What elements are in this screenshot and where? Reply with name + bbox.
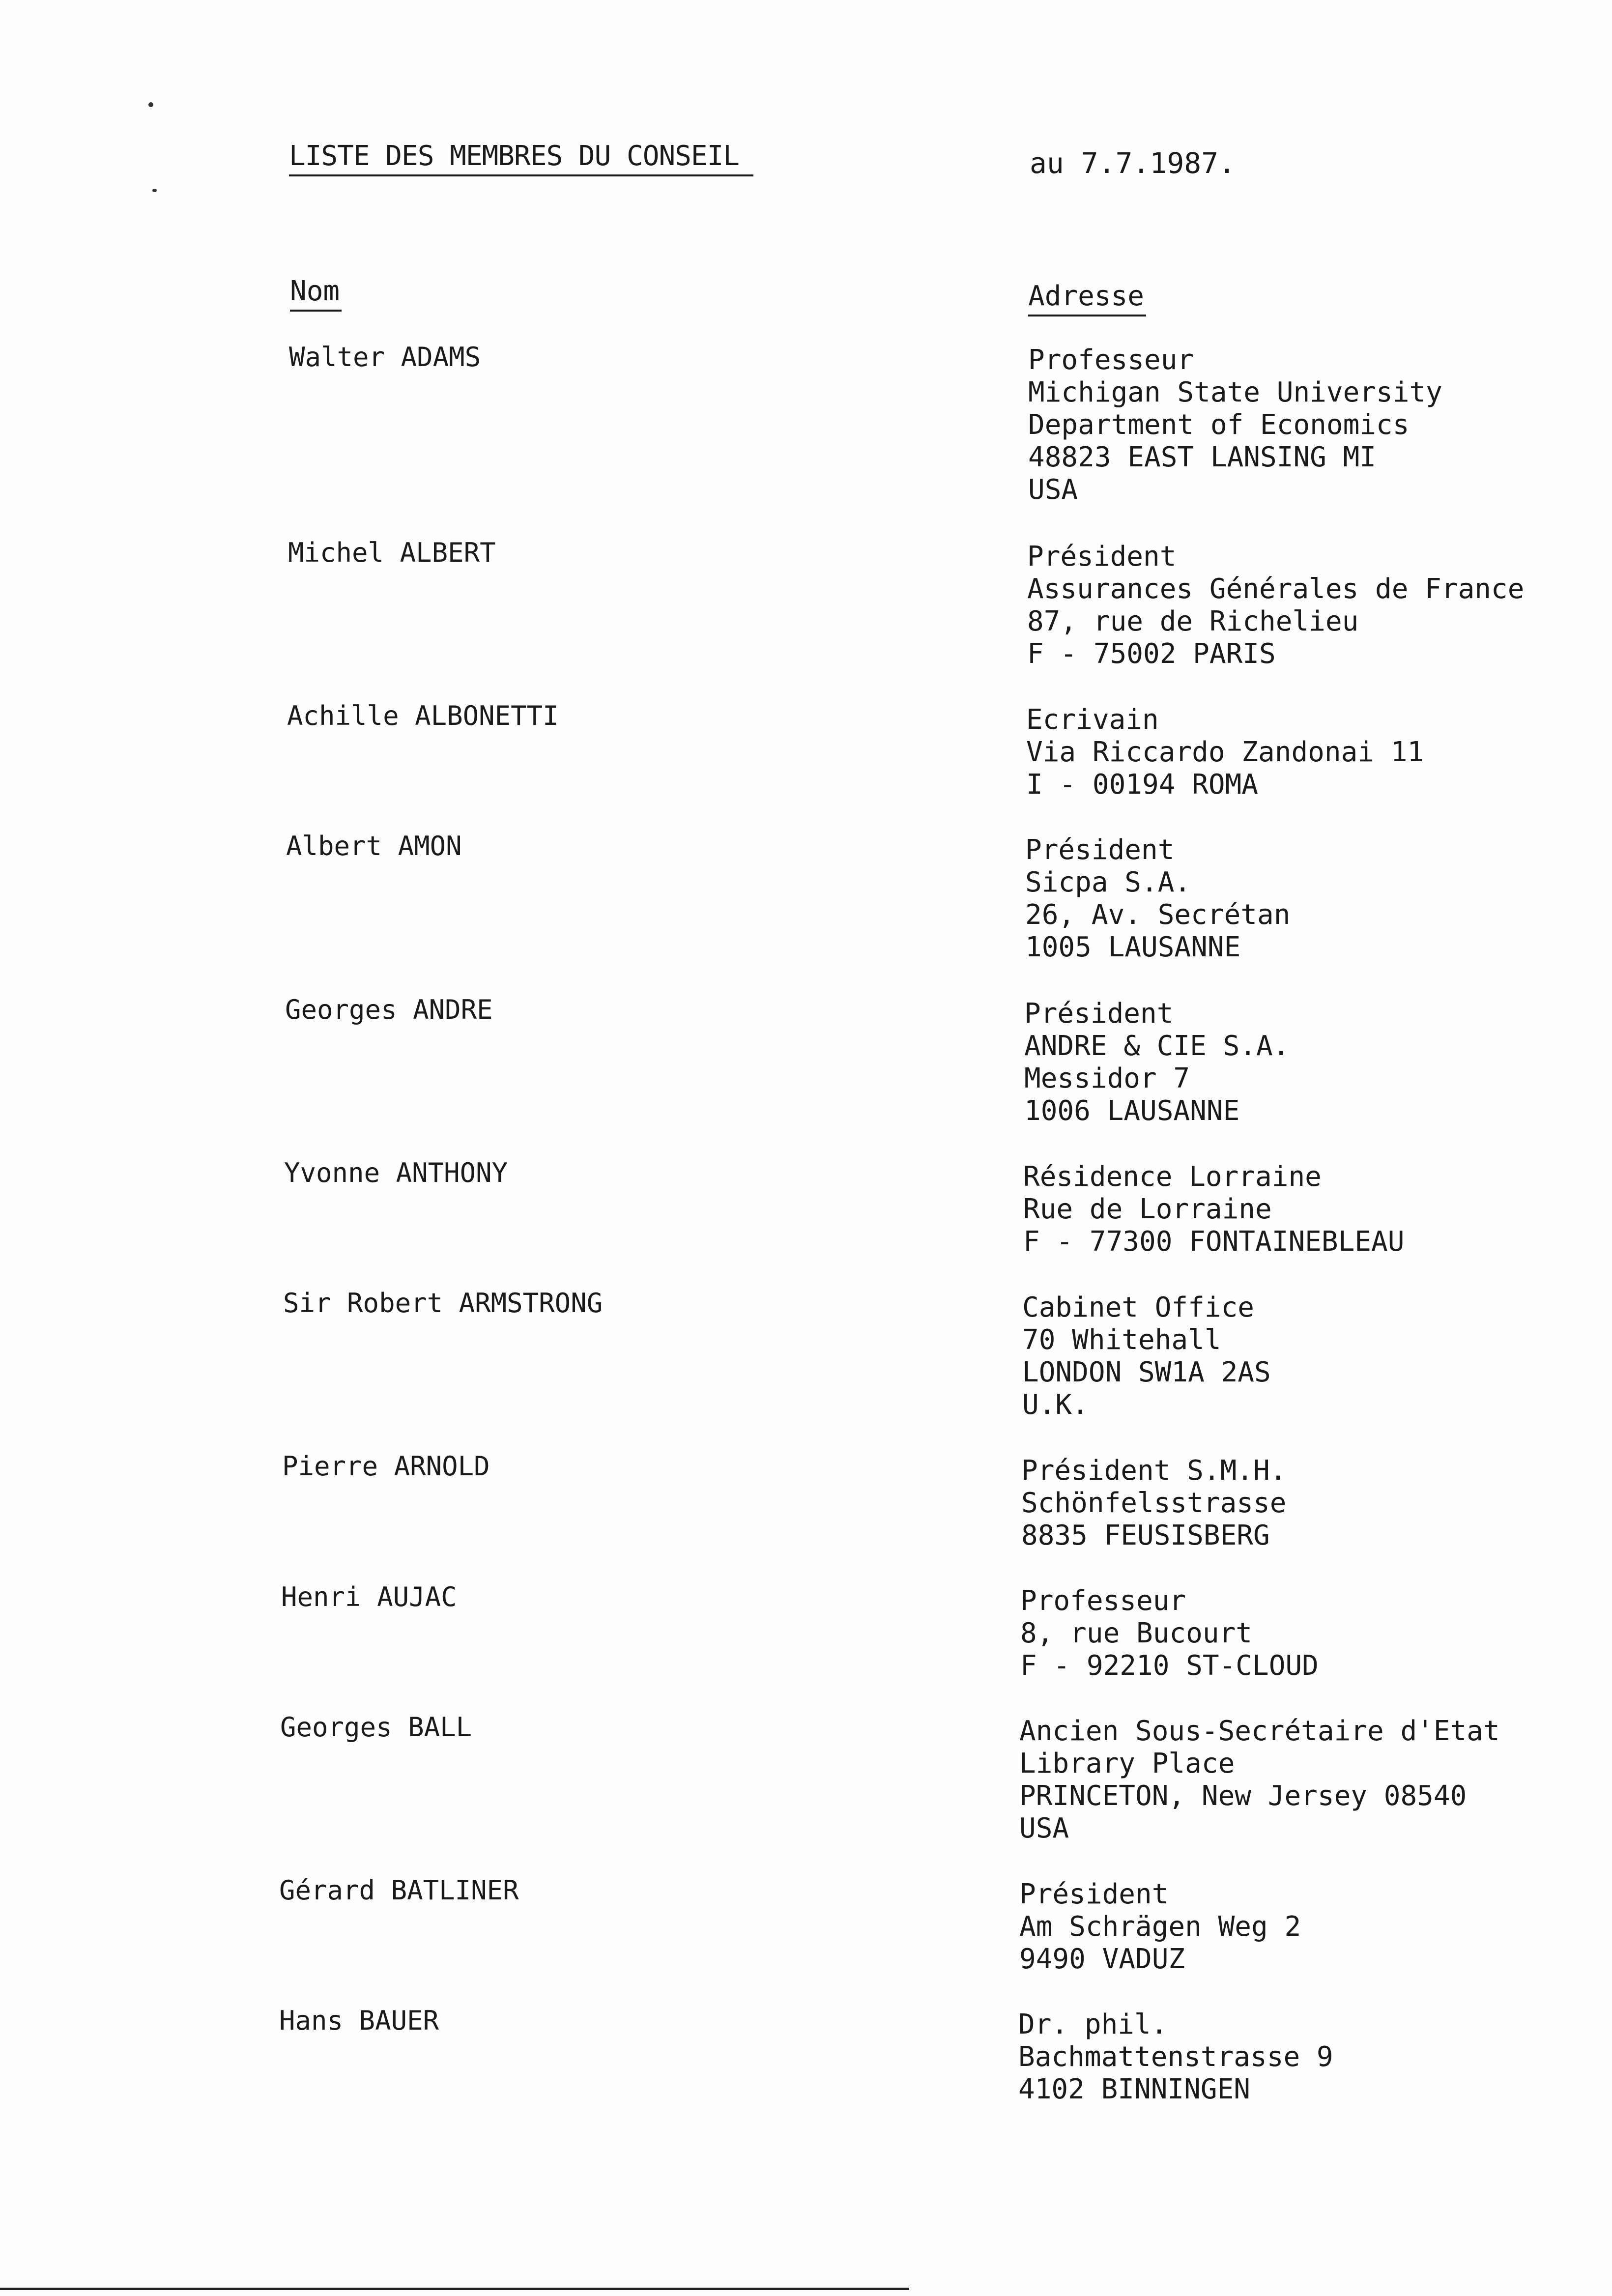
address-line: ANDRE & CIE S.A. [1024, 1030, 1290, 1062]
address-line: U.K. [1022, 1389, 1089, 1421]
member-name: Georges BALL [280, 1712, 472, 1743]
member-name: Hans BAUER [279, 2005, 439, 2036]
member-address [1023, 1161, 1404, 1258]
address-line: 1006 LAUSANNE [1024, 1095, 1240, 1127]
address-line: I - 00194 ROMA [1026, 769, 1259, 801]
address-line: Via Riccardo Zandonai 11 [1026, 736, 1424, 768]
member-name: Michel ALBERT [288, 537, 496, 568]
member-name: Walter ADAMS [289, 342, 481, 373]
member-name: Yvonne ANTHONY [284, 1157, 508, 1188]
column-header-address: Adresse [1028, 280, 1145, 312]
address-line: Rue de Lorraine [1023, 1193, 1272, 1225]
address-line: Cabinet Office [1022, 1292, 1255, 1323]
member-address [1024, 998, 1289, 1127]
title-underline [289, 174, 753, 176]
address-line: Président S.M.H. [1021, 1455, 1287, 1487]
address-line: Ancien Sous-Secrétaire d'Etat [1019, 1715, 1500, 1747]
member-address [1019, 1878, 1301, 1976]
member-name: Gérard BATLINER [279, 1875, 519, 1906]
address-line: 26, Av. Secrétan [1025, 899, 1291, 931]
address-line: Department of Economics [1028, 409, 1410, 441]
address-line: Président [1019, 1878, 1169, 1910]
address-line: 9490 VADUZ [1019, 1943, 1185, 1975]
address-line: Résidence Lorraine [1023, 1161, 1322, 1193]
document-date: au 7.7.1987. [1030, 146, 1236, 180]
address-line: 48823 EAST LANSING MI [1028, 441, 1377, 473]
address-line: Professeur [1028, 344, 1194, 376]
address-line: PRINCETON, New Jersey 08540 [1019, 1780, 1467, 1812]
address-line: F - 75002 PARIS [1027, 638, 1276, 670]
member-address [1020, 1585, 1319, 1682]
page-title: LISTE DES MEMBRES DU CONSEIL [289, 140, 740, 172]
address-line: 8835 FEUSISBERG [1021, 1520, 1270, 1551]
address-line: Professeur [1020, 1585, 1186, 1617]
address-line: Library Place [1019, 1748, 1235, 1779]
page-bottom-edge [0, 2288, 909, 2290]
address-line: 1005 LAUSANNE [1025, 931, 1241, 963]
address-line: LONDON SW1A 2AS [1022, 1356, 1271, 1388]
member-name: Georges ANDRE [285, 994, 493, 1025]
address-line: Dr. phil. [1018, 2009, 1168, 2040]
address-line: USA [1019, 1812, 1069, 1844]
member-address [1022, 1292, 1271, 1421]
address-line: Assurances Générales de France [1027, 573, 1525, 605]
column-header-name: Nom [290, 275, 340, 307]
address-line: Ecrivain [1026, 704, 1159, 736]
address-line: Président [1027, 541, 1177, 573]
address-line: 87, rue de Richelieu [1027, 605, 1359, 637]
address-line: Michigan State University [1028, 376, 1442, 408]
address-line: Président [1024, 998, 1174, 1030]
member-name: Sir Robert ARMSTRONG [283, 1288, 603, 1319]
member-address [1028, 344, 1442, 506]
margin-mark [148, 102, 153, 107]
address-line: F - 92210 ST-CLOUD [1020, 1650, 1319, 1682]
column-header-address-underline [1028, 315, 1146, 316]
member-address [1021, 1455, 1286, 1552]
member-address [1019, 1715, 1500, 1845]
address-line: 8, rue Bucourt [1020, 1617, 1253, 1649]
address-line: F - 77300 FONTAINEBLEAU [1023, 1226, 1405, 1258]
member-name: Albert AMON [286, 831, 462, 861]
member-address [1026, 704, 1424, 801]
address-line: 70 Whitehall [1022, 1324, 1221, 1356]
address-line: 4102 BINNINGEN [1018, 2073, 1251, 2105]
address-line: Am Schrägen Weg 2 [1019, 1911, 1301, 1943]
address-line: Sicpa S.A. [1025, 866, 1191, 898]
member-address [1018, 2009, 1333, 2106]
address-line: Messidor 7 [1024, 1062, 1190, 1094]
column-header-name-underline [290, 310, 342, 312]
member-name: Henri AUJAC [281, 1581, 457, 1612]
margin-mark [152, 189, 157, 192]
member-name: Pierre ARNOLD [282, 1451, 490, 1482]
address-line: Schönfelsstrasse [1021, 1487, 1287, 1519]
address-line: Bachmattenstrasse 9 [1018, 2041, 1333, 2073]
member-name: Achille ALBONETTI [287, 700, 559, 731]
address-line: Président [1025, 834, 1175, 866]
member-address [1025, 834, 1290, 964]
member-address [1027, 541, 1524, 670]
address-line: USA [1028, 474, 1078, 506]
